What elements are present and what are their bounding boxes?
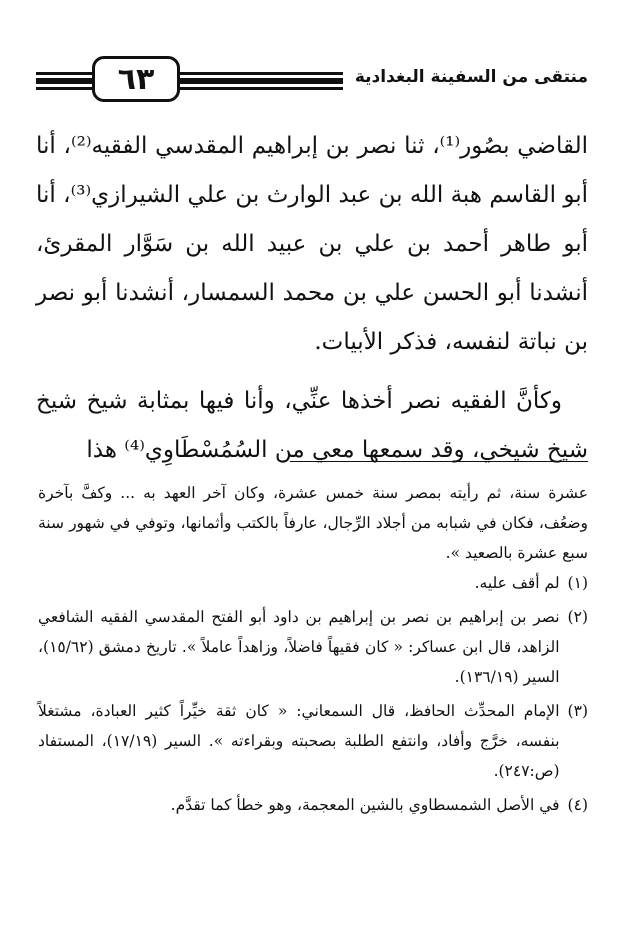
footnote-number: (٣): [567, 702, 588, 720]
footnote-number: (١): [567, 574, 588, 592]
footnote-number: (٢): [567, 608, 588, 626]
running-title: منتقى من السفينة البغدادية: [343, 60, 588, 94]
footnote-separator: [290, 461, 588, 462]
main-text: [36, 122, 588, 475]
footnote-item: [38, 602, 588, 692]
footnote-item: [38, 568, 588, 598]
main-paragraph: القاضي بصُور⁽¹⁾، ثنا نصر بن إبراهيم المقدسي الفقيه⁽²⁾، أنا أبو القاسم هبة الله بن عبد الوارث بن علي الشيرازي⁽³⁾، أنا أبو طاهر أحمد بن علي بن عبيد الله بن سَوَّار المقرئ، أنشدنا أبو الحسن علي بن محمد السمسار، أنشدنا أبو نصر بن نباتة لنفسه، فذكر الأبيات.: [36, 133, 589, 355]
page-header: [36, 52, 588, 104]
footnote-text: الإمام المحدِّث الحافظ، قال السمعاني: « كان ثقة خيِّراً كثير العبادة، مشتغلاً بنفسه، خرَّج وأفاد، وانتفع الطلبة بصحبته وبقراءته ». السير (١٧/١٩)، المستفاد (ص:٢٤٧).: [38, 702, 560, 780]
page-number: ٦٣: [92, 56, 180, 102]
footnote-text: في الأصل الشمسطاوي بالشين المعجمة، وهو خطأ كما تقدَّم.: [170, 796, 560, 814]
footnote-text: لم أقف عليه.: [474, 574, 560, 592]
footnote-continuation: عشرة سنة، ثم رأيته بمصر سنة خمس عشرة، وكان آخر العهد به ... وكفَّ بآخرة وضعُف، فكان في شبابه من أجلاد الرِّجال، عارفاً بالكتب وأثمانها، وتوفي في شهور سنة سبع عشرة بالصعيد ».: [38, 484, 588, 562]
footnote-item: [38, 790, 588, 820]
footnote-item: [38, 696, 588, 786]
footnotes: [38, 478, 588, 820]
main-paragraph: وكأنَّ الفقيه نصر أخذها عنِّي، وأنا فيها بمثابة شيخ شيخ شيخ شيخي، وقد سمعها معي من السُمُسْطَاوِي⁽⁴⁾ هذا: [36, 388, 588, 463]
footnote-text: نصر بن إبراهيم بن نصر بن إبراهيم بن داود أبو الفتح المقدسي الفقيه الشافعي الزاهد، قال ابن عساكر: « كان فقيهاً فاضلاً، وزاهداً عاملاً ». تاريخ دمشق (١٥/٦٢)، السير (١٣٦/١٩).: [38, 608, 560, 686]
footnote-number: (٤): [567, 796, 588, 814]
